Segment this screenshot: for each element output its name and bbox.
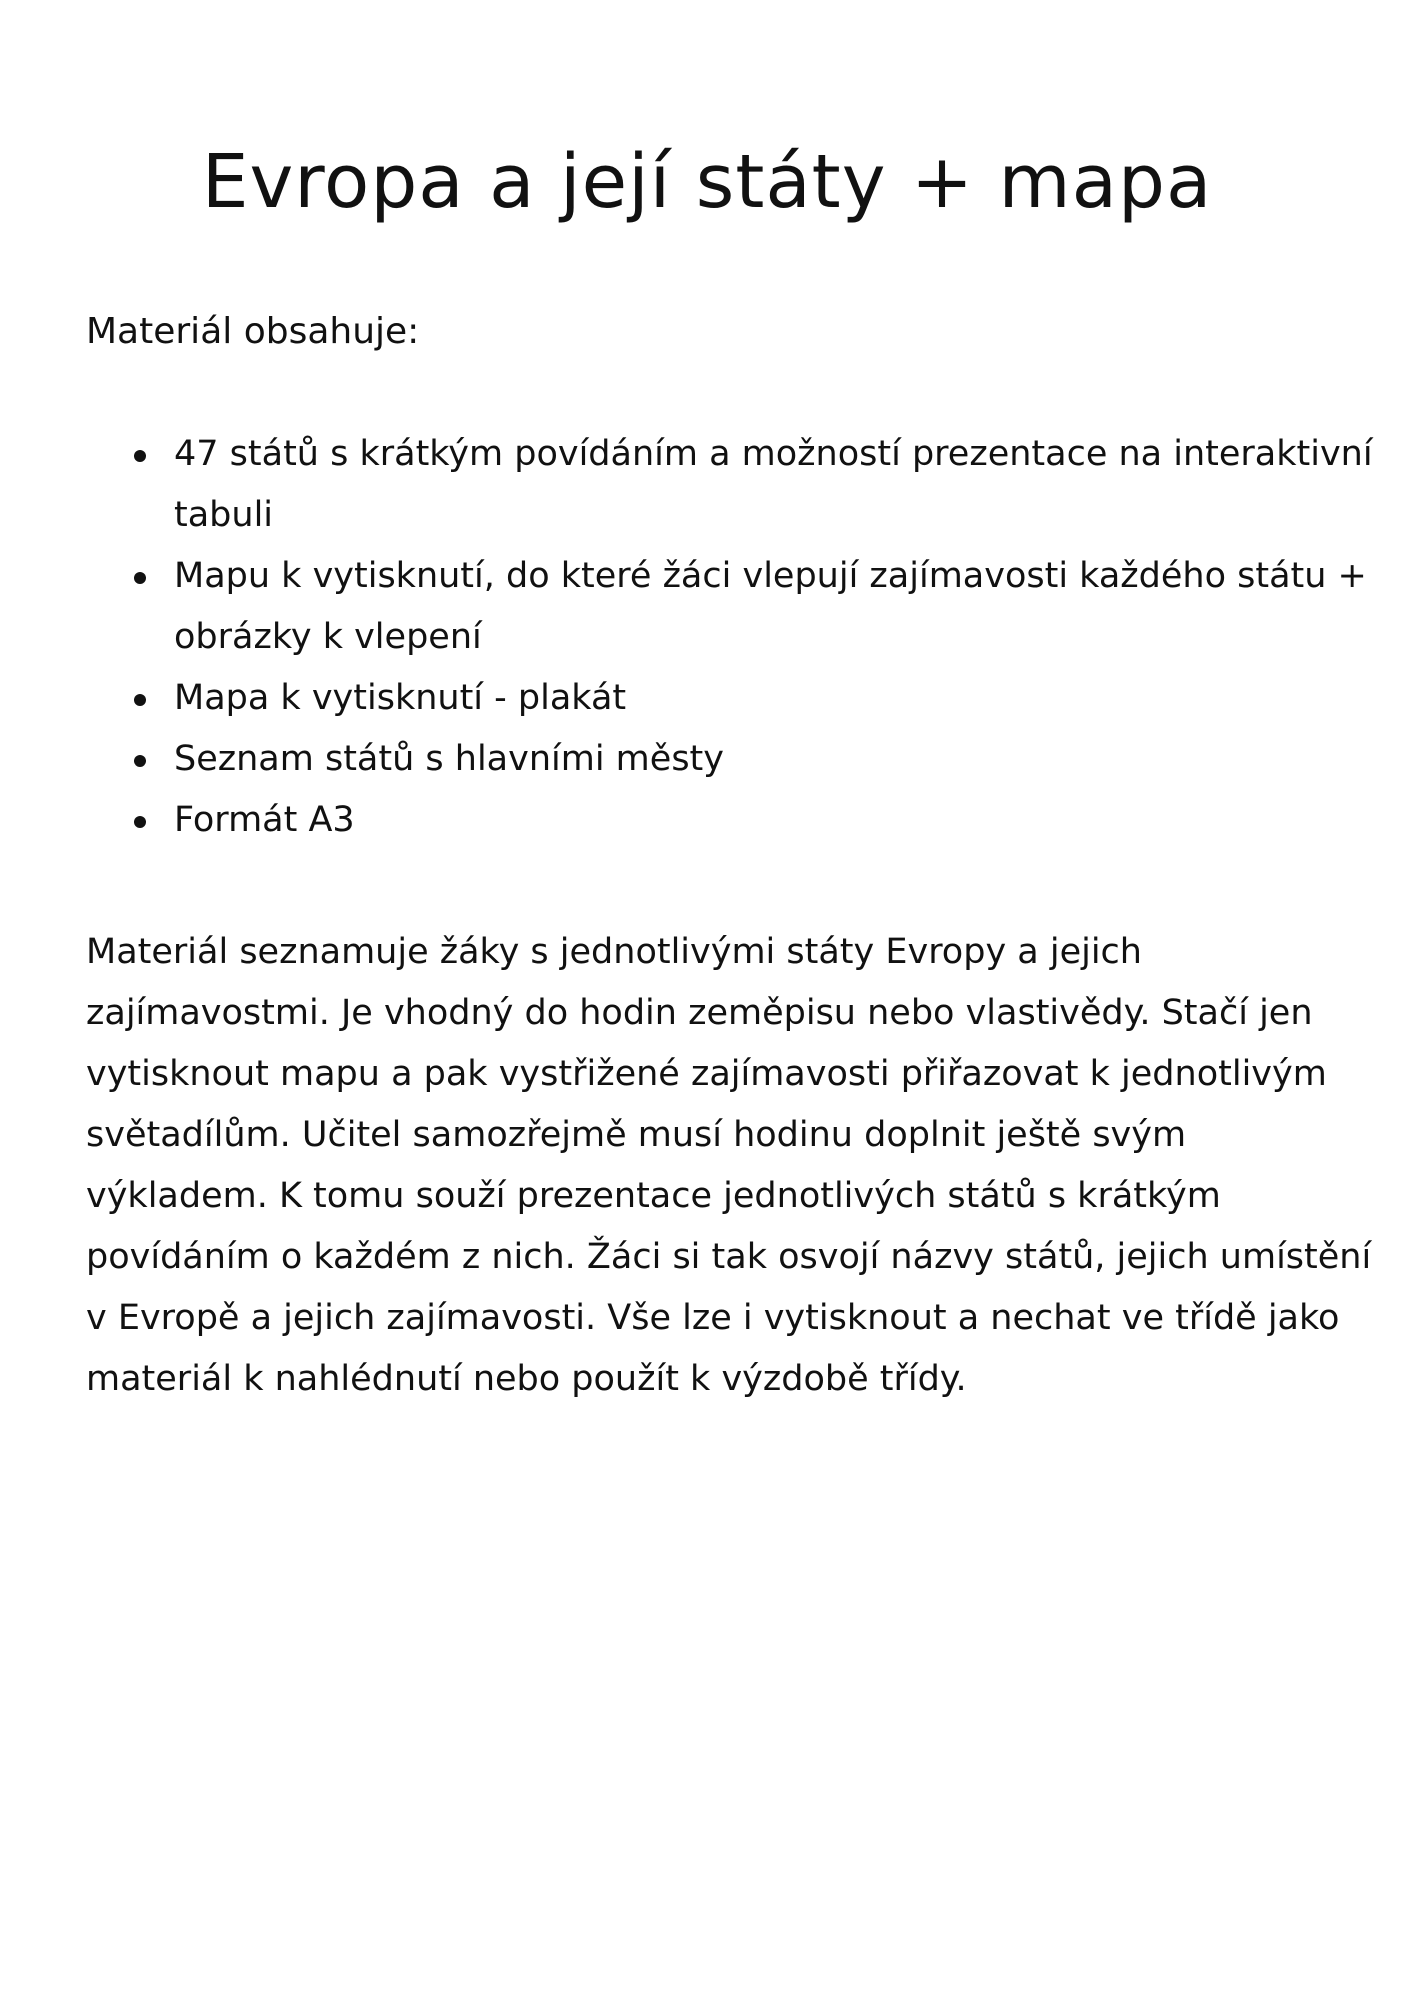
bullet-dot-icon [134,450,146,462]
list-item [86,790,1376,851]
description-paragraph: Materiál seznamuje žáky s jednotlivými státy Evropy a jejich zajímavostmi. Je vhodný do hodin zeměpisu nebo vlastivědy. Stačí jen vytisknout mapu a pak vystřižené zajímavosti přiřazovat k jednotlivým světadílům. Učitel samozřejmě musí hodinu doplnit ještě svým výkladem. K tomu souží prezentace jednotlivých států s krátkým povídáním o každém z nich. Žáci si tak osvojí názvy států, jejich umístění v Evropě a jejich zajímavosti. Vše lze i vytisknout a nechat ve třídě jako materiál k nahlédnutí nebo použít k výzdobě třídy. [86,932,1372,1399]
list-item [86,668,1376,729]
list-item-text: Mapa k vytisknutí - plakát [174,678,627,718]
list-item [86,546,1376,668]
page-title: Evropa a její státy + mapa [201,139,1213,225]
contents-heading: Materiál obsahuje: [86,311,420,352]
list-item-text: Formát A3 [174,800,355,840]
bullet-dot-icon [134,816,146,828]
list-item-text: 47 států s krátkým povídáním a možností prezentace na interaktivní tabuli [174,434,1373,535]
bullet-dot-icon [134,755,146,767]
contents-list [86,424,1376,851]
list-item-text: Seznam států s hlavními městy [174,739,724,779]
bullet-dot-icon [134,572,146,584]
bullet-dot-icon [134,694,146,706]
list-item [86,424,1376,546]
list-item-text: Mapu k vytisknutí, do které žáci vlepují zajímavosti každého státu + obrázky k vlepení [174,556,1367,657]
list-item [86,729,1376,790]
